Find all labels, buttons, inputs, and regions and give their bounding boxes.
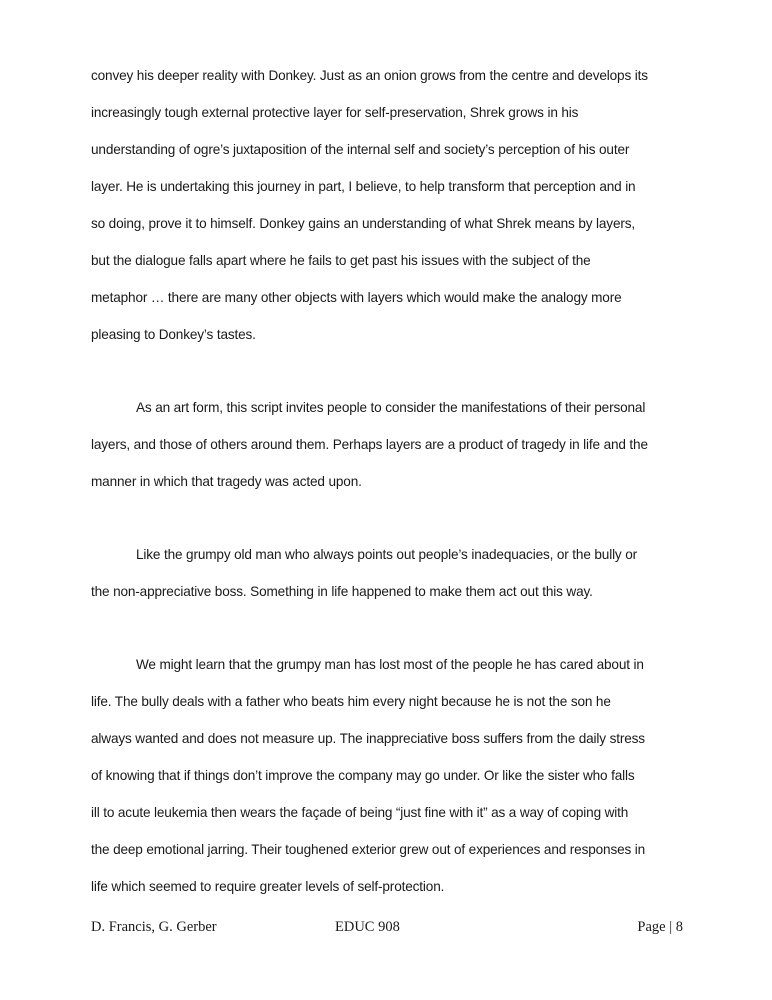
- text-line: layers, and those of others around them. Perhaps layers are a product of tragedy in life and the: [91, 437, 648, 452]
- footer-course: EDUC 908: [335, 919, 400, 935]
- text-line: We might learn that the grumpy man has lost most of the people he has cared about in: [136, 657, 644, 672]
- footer-page-number: Page | 8: [637, 919, 683, 935]
- text-line: the deep emotional jarring. Their toughened exterior grew out of experiences and responses in: [91, 842, 646, 857]
- text-line: so doing, prove it to himself. Donkey gains an understanding of what Shrek means by layers,: [91, 216, 635, 231]
- text-line: pleasing to Donkey’s tastes.: [91, 327, 256, 342]
- text-line: metaphor … there are many other objects with layers which would make the analogy more: [91, 290, 622, 305]
- text-line: but the dialogue falls apart where he fails to get past his issues with the subject of the: [91, 253, 591, 268]
- text-line: Like the grumpy old man who always points out people’s inadequacies, or the bully or: [136, 547, 637, 562]
- footer-authors: D. Francis, G. Gerber: [91, 919, 217, 935]
- text-line: the non-appreciative boss. Something in life happened to make them act out this way.: [91, 584, 593, 599]
- paragraph-gap: [91, 615, 691, 651]
- paragraph: [91, 62, 691, 358]
- body-text: [91, 62, 691, 910]
- text-line: As an art form, this script invites people to consider the manifestations of their personal: [136, 400, 646, 415]
- paragraph: [91, 541, 691, 615]
- paragraph-gap: [91, 358, 691, 394]
- text-line: manner in which that tragedy was acted upon.: [91, 474, 362, 489]
- text-line: understanding of ogre’s juxtaposition of the internal self and society’s perception of his outer: [91, 142, 630, 157]
- paragraph: [91, 651, 691, 910]
- text-line: always wanted and does not measure up. The inappreciative boss suffers from the daily stress: [91, 731, 645, 746]
- text-line: life which seemed to require greater levels of self-protection.: [91, 879, 445, 894]
- text-line: increasingly tough external protective layer for self-preservation, Shrek grows in his: [91, 105, 579, 120]
- paragraph-gap: [91, 505, 691, 541]
- text-line: convey his deeper reality with Donkey. Just as an onion grows from the centre and develops its: [91, 68, 648, 83]
- page-footer: [91, 919, 683, 939]
- text-line: life. The bully deals with a father who beats him every night because he is not the son he: [91, 694, 611, 709]
- text-line: of knowing that if things don’t improve the company may go under. Or like the sister who falls: [91, 768, 635, 783]
- text-line: ill to acute leukemia then wears the façade of being “just fine with it” as a way of coping with: [91, 805, 629, 820]
- text-line: layer. He is undertaking this journey in part, I believe, to help transform that perception and in: [91, 179, 636, 194]
- paragraph: [91, 394, 691, 505]
